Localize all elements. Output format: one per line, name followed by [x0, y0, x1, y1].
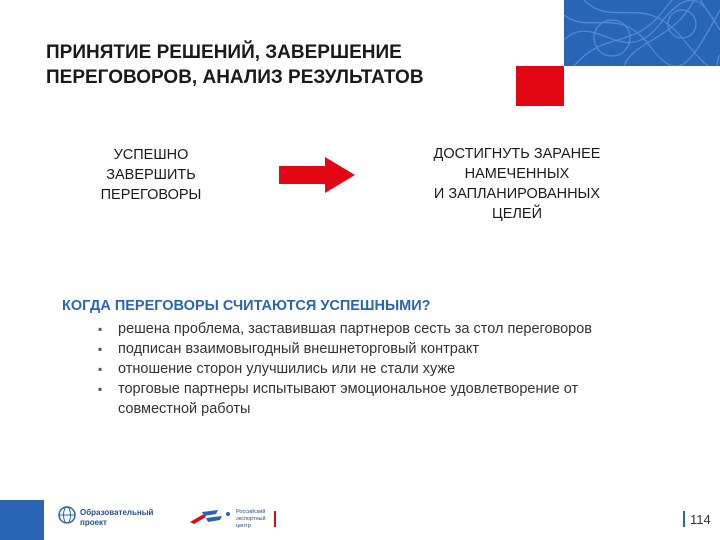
list-item	[96, 319, 636, 339]
list-item-text: подписан взаимовыгодный внешнеторговый контракт	[118, 341, 479, 357]
goal-target-text	[392, 144, 642, 224]
decorative-blue-pattern	[564, 0, 720, 66]
export-center-logo-icon	[186, 508, 234, 533]
bullet-marker: ▪	[98, 382, 103, 396]
title-line-2: ПЕРЕГОВОРОВ, АНАЛИЗ РЕЗУЛЬТАТОВ	[46, 67, 424, 88]
list-item	[96, 359, 636, 379]
list-item-text: торговые партнеры испытывают эмоциональное удовлетворение от совместной работы	[118, 381, 579, 417]
section-question: КОГДА ПЕРЕГОВОРЫ СЧИТАЮТСЯ УСПЕШНЫМИ?	[62, 298, 431, 314]
bullet-marker: ▪	[98, 362, 103, 376]
right-line: ЦЕЛЕЙ	[491, 206, 542, 222]
left-line: ПЕРЕГОВОРЫ	[100, 187, 202, 203]
left-line: УСПЕШНО	[113, 147, 189, 163]
logo-education-text: Образовательный проект	[80, 508, 154, 527]
list-item	[96, 379, 636, 419]
list-item	[96, 339, 636, 359]
logo-export-text: Российский экспортный центр	[236, 509, 266, 529]
goal-source-text	[66, 145, 236, 205]
page-number: 114	[690, 512, 711, 527]
footer-divider	[274, 511, 276, 527]
list-item-text: решена проблема, заставившая партнеров сесть за стол переговоров	[118, 321, 593, 337]
bullet-marker: ▪	[98, 322, 103, 336]
left-line: ЗАВЕРШИТЬ	[106, 167, 196, 183]
right-line: И ЗАПЛАНИРОВАННЫХ	[433, 186, 601, 202]
footer-divider	[683, 511, 685, 527]
list-item-text: отношение сторон улучшились или не стали хуже	[118, 361, 456, 377]
right-arrow-icon	[279, 157, 355, 198]
decorative-red-square	[516, 66, 564, 106]
criteria-list	[96, 319, 636, 419]
title-line-1: ПРИНЯТИЕ РЕШЕНИЙ, ЗАВЕРШЕНИЕ	[46, 42, 402, 63]
slide-title	[46, 40, 516, 90]
footer-blue-block	[0, 500, 44, 540]
globe-logo-icon	[58, 506, 76, 529]
bullet-marker: ▪	[98, 342, 103, 356]
right-line: ДОСТИГНУТЬ ЗАРАНЕЕ	[433, 146, 601, 162]
right-line: НАМЕЧЕННЫХ	[464, 166, 570, 182]
